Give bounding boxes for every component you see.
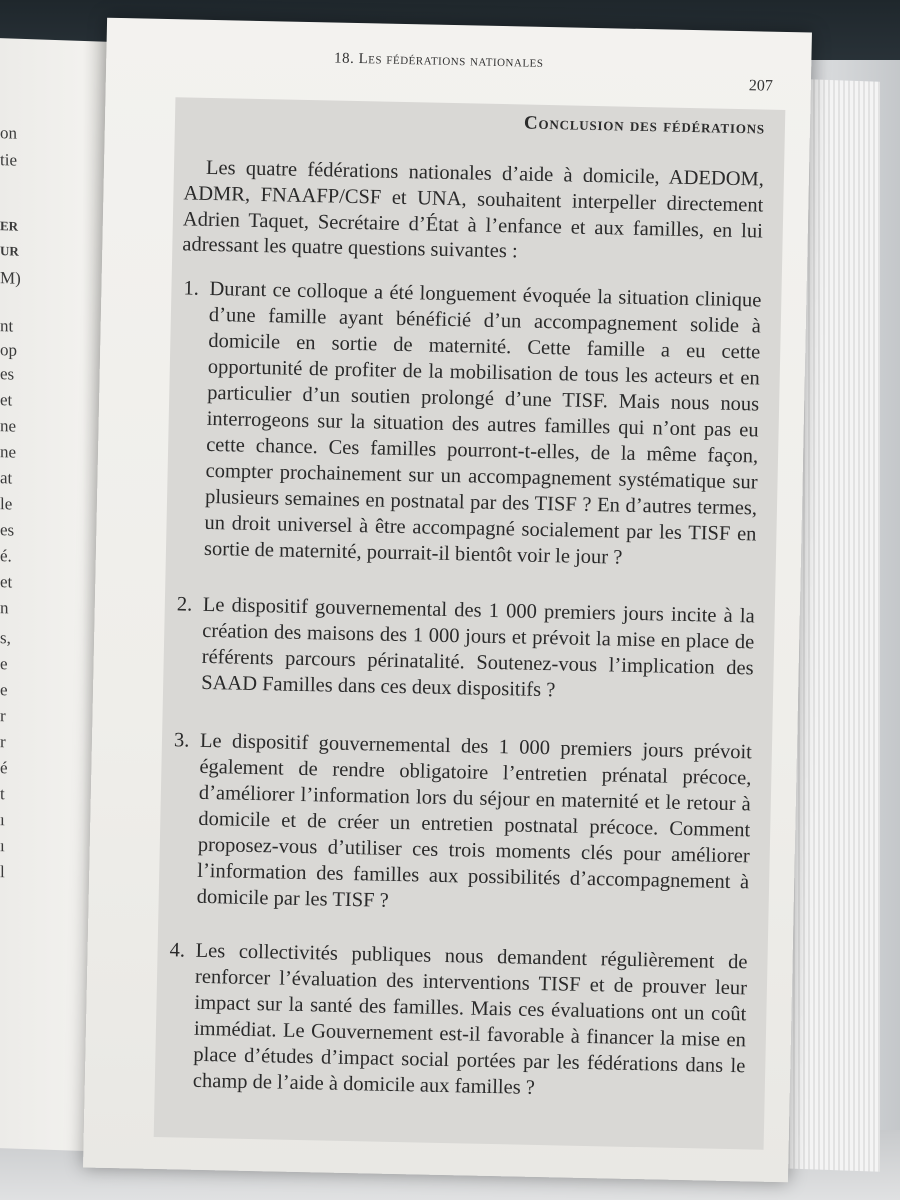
question-number: 1.: [183, 277, 200, 300]
left-page-fragment: ı: [0, 836, 5, 856]
left-page-fragment: é: [0, 758, 8, 778]
left-page-fragment: ı: [0, 810, 5, 830]
left-page-fragment: e: [0, 654, 8, 674]
left-page-fragment: et: [0, 390, 13, 410]
left-page-fragment: n: [0, 598, 9, 618]
left-page-fragment: at: [0, 468, 13, 488]
left-page-fragment: M): [0, 268, 21, 288]
left-page-fragment: le: [0, 494, 13, 514]
left-page-fragment: r: [0, 706, 6, 726]
question-number: 4.: [169, 939, 186, 962]
question-item: [183, 276, 762, 574]
running-head: 18. Les fédérations nationales: [333, 50, 544, 71]
conclusion-box: [154, 97, 786, 1150]
question-text: Le dispositif gouvernemental des 1 000 premiers jours incite à la création des maisons des 1 000 jours et prévoit la mise en place de référents parcours périnatalité. Soutenez-vous l’implication des SAAD Familles dans ces deux dispositifs ?: [200, 593, 755, 702]
question-text: Les collectivités publiques nous demandent régulièrement de renforcer l’évaluation des interventions TISF et de prouver leur impact sur la santé des familles. Mais ces évaluations ont un coût immédiat. Le Gouvernement est-il favorable à financer la mise en place d’études d’impact social portées par les fédérations dans le champ de l’aide à domicile aux familles ?: [192, 939, 748, 1100]
left-page-fragment: r: [0, 732, 6, 752]
left-page-fragment: ne: [0, 442, 17, 462]
left-page-fragment: l: [0, 862, 5, 882]
left-page-fragment: ne: [0, 416, 17, 436]
question-item: [173, 728, 753, 922]
left-page-fragment: tie: [0, 150, 17, 170]
left-page-fragment: é.: [0, 546, 12, 566]
intro-paragraph: Les quatre fédérations nationales d’aide à domicile, ADEDOM, ADMR, FNAAFP/CSF et UNA, souhaitent interpeller directement Adrien Taquet, Secrétaire d’État à l’enfance et aux familles, en lui adressant les quatre questions suivantes :: [182, 156, 765, 263]
question-number: 3.: [173, 729, 190, 752]
left-page-fragment: e: [0, 680, 8, 700]
left-page-fragment: et: [0, 572, 13, 592]
left-page-fragment: op: [0, 340, 17, 360]
left-page-fragment: ER: [0, 218, 19, 234]
left-page-fragment: UR: [0, 243, 19, 259]
question-text: Le dispositif gouvernemental des 1 000 premiers jours prévoit également de rendre obligatoire l’entretien prénatal précoce, d’améliorer l’information lors du séjour en maternité et le retour à domicile et de créer un entretien postnatal précoce. Comment proposez-vous d’utiliser ces trois moments clés pour améliorer l’information des familles aux possibilités d’accompagnement à domicile par les TISF ?: [196, 729, 753, 913]
left-page-fragment: es: [0, 364, 15, 384]
question-item: [169, 938, 748, 1106]
page-number: 207: [748, 77, 774, 95]
book-page: [83, 18, 812, 1183]
left-page-fragment: s,: [0, 628, 11, 648]
question-number: 2.: [176, 593, 193, 616]
left-page-fragment: nt: [0, 316, 14, 336]
left-page-fragment: t: [0, 784, 5, 804]
left-page-fragment: on: [0, 123, 17, 143]
section-title: Conclusion des fédérations: [523, 112, 766, 139]
question-item: [176, 592, 755, 708]
question-text: Durant ce colloque a été longuement évoquée la situation clinique d’une famille ayant bénéficié d’un accompagnement solide à domicile en sortie de maternité. Cette famille a eu cette opportunité de profiter de la mobilisation de tous les acteurs et en particulier d’un soutien prolongé d’une TISF. Mais nous nous interrogeons sur la situation des autres familles qui n’ont pas eu cette chance. Ces familles pourront-t-elles, de la même façon, compter prochainement sur un accompagnement systématique sur plusieurs semaines en postnatal par des TISF ? En d’autres termes, un droit universel à être accompagné socialement par les TISF en sortie de maternité, pourrait-il bientôt voir le jour ?: [203, 277, 762, 569]
left-page-fragment: es: [0, 520, 15, 540]
